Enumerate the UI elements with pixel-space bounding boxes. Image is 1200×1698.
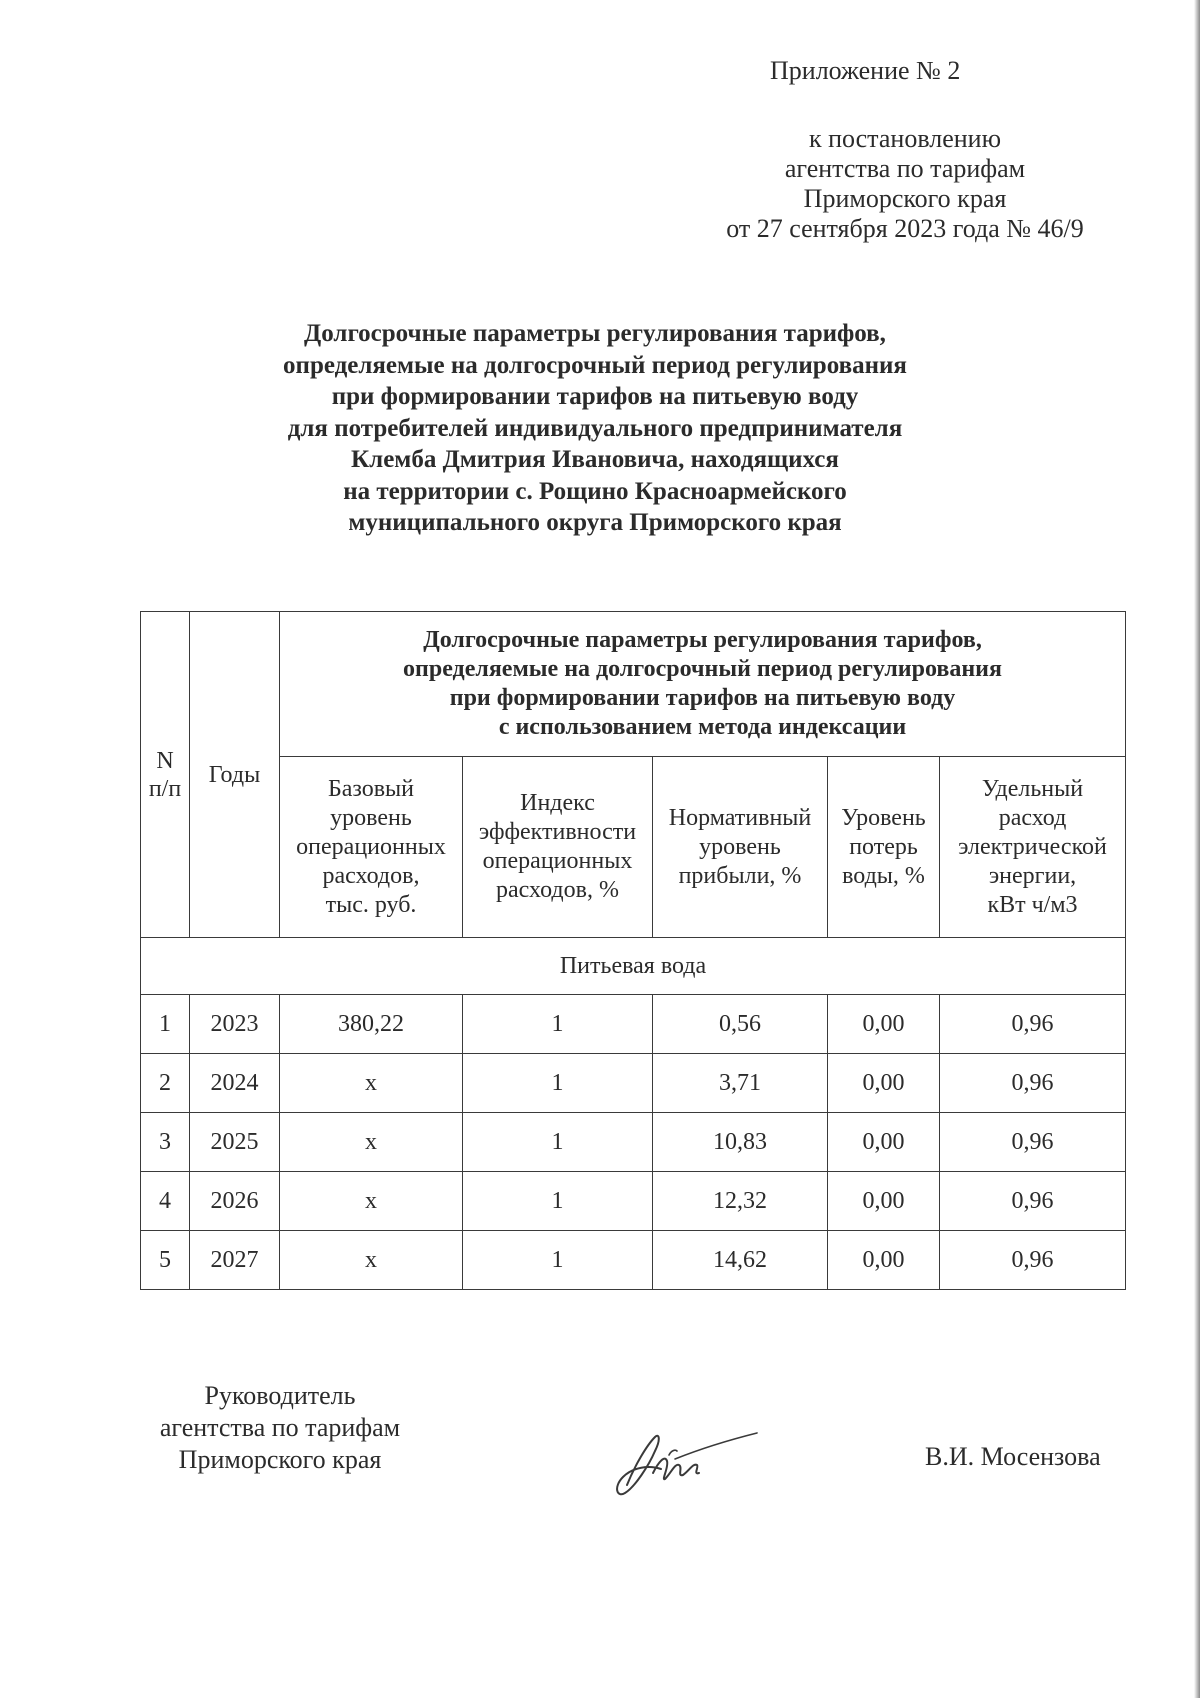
header-line: расходов, % xyxy=(496,877,619,903)
cell-energy-consumption: 0,96 xyxy=(940,1231,1126,1290)
cell-water-loss: 0,00 xyxy=(828,995,940,1054)
cell-base-opex: х xyxy=(280,1231,463,1290)
header-line: прибыли, % xyxy=(678,862,802,889)
signatory-line: Руководитель xyxy=(204,1381,356,1410)
header-line: кВт ч/м3 xyxy=(987,891,1078,918)
cell-efficiency-index: 1 xyxy=(463,995,653,1054)
appendix-reference xyxy=(690,124,1120,244)
cell-normative-profit: 0,56 xyxy=(653,995,828,1054)
cell-number: 3 xyxy=(141,1113,190,1172)
header-line: Нормативный xyxy=(668,804,812,831)
header-line: Индекс xyxy=(520,790,595,816)
group-header-line: при формировании тарифов на питьевую воду xyxy=(449,685,956,711)
document-title xyxy=(220,318,970,539)
table-row xyxy=(141,1231,1126,1290)
header-water-loss xyxy=(828,757,940,938)
header-line: N xyxy=(156,747,174,774)
table-row xyxy=(141,1172,1126,1231)
cell-normative-profit: 10,83 xyxy=(653,1113,828,1172)
cell-base-opex: х xyxy=(280,1172,463,1231)
title-line: для потребителей индивидуального предпринимателя xyxy=(287,414,903,442)
tariff-parameters-table xyxy=(140,611,1126,1290)
header-efficiency-index xyxy=(463,757,653,938)
title-line: муниципального округа Приморского края xyxy=(348,509,842,536)
header-line: операционных xyxy=(296,833,446,860)
signatory-position xyxy=(130,1380,430,1476)
cell-year: 2025 xyxy=(190,1113,280,1172)
cell-base-opex: 380,22 xyxy=(280,995,463,1054)
header-line: Базовый xyxy=(327,775,415,802)
group-header-line: с использованием метода индексации xyxy=(498,714,907,740)
header-line: энергии, xyxy=(988,862,1077,889)
cell-number: 4 xyxy=(141,1172,190,1231)
title-line: на территории с. Рощино Красноармейского xyxy=(343,477,847,505)
cell-number: 2 xyxy=(141,1054,190,1113)
header-line: Удельный xyxy=(981,775,1084,802)
header-years: Годы xyxy=(190,612,280,938)
header-line: уровень xyxy=(330,804,412,831)
cell-energy-consumption: 0,96 xyxy=(940,995,1126,1054)
cell-base-opex: х xyxy=(280,1113,463,1172)
handwritten-signature xyxy=(605,1415,765,1505)
title-line: при формировании тарифов на питьевую воду xyxy=(331,383,859,410)
cell-water-loss: 0,00 xyxy=(828,1231,940,1290)
table-row xyxy=(141,995,1126,1054)
header-line: электрической xyxy=(958,833,1107,860)
signatory-line: агентства по тарифам xyxy=(159,1413,401,1442)
cell-year: 2027 xyxy=(190,1231,280,1290)
cell-year: 2024 xyxy=(190,1054,280,1113)
header-line: уровень xyxy=(699,833,781,860)
appendix-line: от 27 сентября 2023 года № 46/9 xyxy=(726,214,1084,243)
cell-year: 2023 xyxy=(190,995,280,1054)
signatory-name: В.И. Мосензова xyxy=(925,1442,1101,1471)
cell-number: 5 xyxy=(141,1231,190,1290)
header-line: Уровень xyxy=(841,804,926,831)
cell-normative-profit: 12,32 xyxy=(653,1172,828,1231)
header-line: воды, % xyxy=(842,862,925,889)
cell-number: 1 xyxy=(141,995,190,1054)
cell-water-loss: 0,00 xyxy=(828,1054,940,1113)
table-row xyxy=(141,1113,1126,1172)
cell-efficiency-index: 1 xyxy=(463,1172,653,1231)
header-line: эффективности xyxy=(478,819,637,845)
header-line: потерь xyxy=(849,833,918,860)
appendix-line: к постановлению xyxy=(808,124,1002,153)
cell-energy-consumption: 0,96 xyxy=(940,1054,1126,1113)
appendix-line: Приморского края xyxy=(803,184,1007,213)
title-line: определяемые на долгосрочный период регулирования xyxy=(283,351,907,379)
signatory-line: Приморского края xyxy=(178,1445,382,1474)
cell-normative-profit: 3,71 xyxy=(653,1054,828,1113)
title-line: Клемба Дмитрия Ивановича, находящихся xyxy=(351,446,839,473)
header-row-number xyxy=(141,612,190,938)
cell-efficiency-index: 1 xyxy=(463,1054,653,1113)
page-edge-shadow xyxy=(1194,0,1200,1698)
cell-year: 2026 xyxy=(190,1172,280,1231)
header-parameters-group xyxy=(280,612,1126,757)
cell-energy-consumption: 0,96 xyxy=(940,1172,1126,1231)
cell-efficiency-index: 1 xyxy=(463,1113,653,1172)
group-header-line: Долгосрочные параметры регулирования тарифов, xyxy=(423,627,982,653)
appendix-number: Приложение № 2 xyxy=(770,56,961,85)
cell-water-loss: 0,00 xyxy=(828,1172,940,1231)
header-line: п/п xyxy=(148,775,182,802)
header-normative-profit xyxy=(653,757,828,938)
cell-water-loss: 0,00 xyxy=(828,1113,940,1172)
cell-base-opex: х xyxy=(280,1054,463,1113)
cell-normative-profit: 14,62 xyxy=(653,1231,828,1290)
appendix-line: агентства по тарифам xyxy=(784,154,1026,183)
header-base-opex xyxy=(280,757,463,938)
header-line: расходов, xyxy=(322,862,420,889)
section-drinking-water: Питьевая вода xyxy=(141,938,1126,995)
cell-energy-consumption: 0,96 xyxy=(940,1113,1126,1172)
cell-efficiency-index: 1 xyxy=(463,1231,653,1290)
header-line: операционных xyxy=(482,848,633,874)
header-line: расход xyxy=(998,804,1067,831)
table-row xyxy=(141,1054,1126,1113)
header-line: тыс. руб. xyxy=(325,891,417,918)
title-line: Долгосрочные параметры регулирования тарифов, xyxy=(304,320,886,347)
group-header-line: определяемые на долгосрочный период регулирования xyxy=(403,656,1002,682)
header-energy-consumption xyxy=(940,757,1126,938)
